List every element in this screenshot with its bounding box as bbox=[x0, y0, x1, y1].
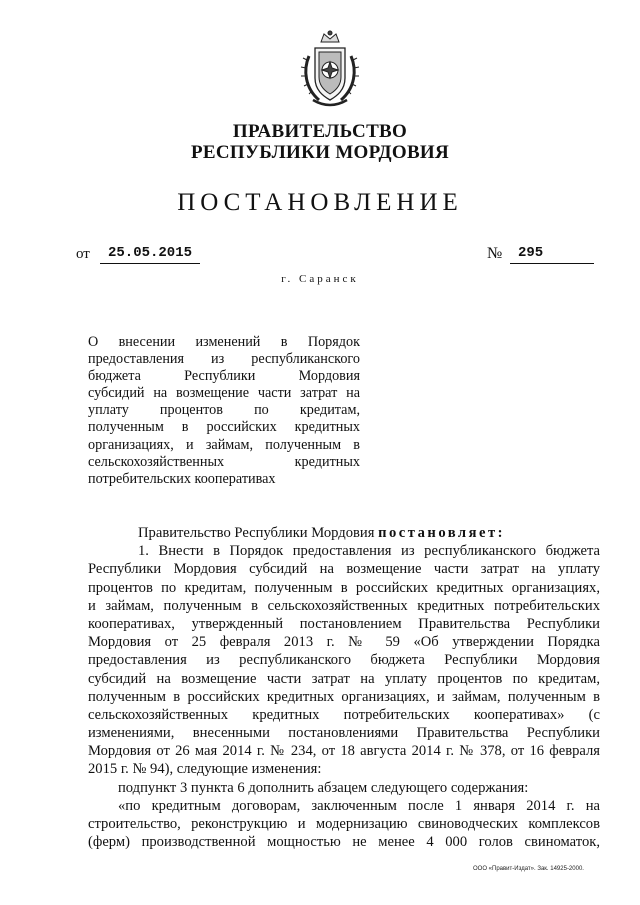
body-line: 2015 г. № 94), следующие изменения: bbox=[88, 761, 322, 778]
decree-subject bbox=[88, 334, 360, 488]
body-line: процентов по кредитам, полученным в российских кредитных организациях, bbox=[88, 579, 600, 596]
government-title-line2: РЕСПУБЛИКИ МОРДОВИЯ bbox=[190, 142, 450, 163]
printer-footer: ООО «Правит-Издат». Зак. 14925-2000. bbox=[473, 866, 584, 872]
number-prefix: № bbox=[487, 245, 503, 262]
subject-line: предоставления из республиканского bbox=[88, 351, 360, 368]
body-line: строительство, реконструкцию и модернизацию свиноводческих комплексов bbox=[88, 816, 600, 832]
body-line: предоставления из республиканского бюджета Республики Мордовия bbox=[88, 652, 600, 669]
body-line: 1. Внести в Порядок предоставления из республиканского бюджета bbox=[138, 543, 600, 560]
body-line: сельскохозяйственных кредитных потребительских кооперативах» (с bbox=[88, 706, 600, 723]
preamble-text: Правительство Республики Мордовия bbox=[138, 525, 375, 541]
preamble-verb: постановляет: bbox=[378, 525, 506, 541]
body-line: Мордовия от 26 мая 2014 г. № 234, от 18 августа 2014 г. № 378, от 16 февраля bbox=[88, 743, 600, 760]
subject-line: потребительских кооперативах bbox=[88, 470, 276, 487]
body-line: кооперативах, утвержденный постановлением Правительства Республики bbox=[88, 615, 600, 632]
body-line: субсидий на возмещение части затрат на уплату процентов по кредитам, bbox=[88, 670, 600, 687]
subject-line: бюджета Республики Мордовия bbox=[88, 368, 360, 385]
coat-of-arms-emblem bbox=[299, 30, 361, 112]
body-line: Республики Мордовия субсидий на возмещение части затрат на уплату bbox=[88, 561, 600, 578]
body-line: полученным в российских кредитных организациях, и займам, полученным в bbox=[88, 688, 600, 705]
decree-number: 295 bbox=[510, 243, 594, 264]
subject-line: уплату процентов по кредитам, bbox=[88, 402, 360, 419]
body-line: (ферм) производственной мощностью не менее 4 000 голов свиноматок, bbox=[88, 834, 600, 851]
decree-body bbox=[88, 524, 600, 851]
decree-date: 25.05.2015 bbox=[100, 243, 200, 264]
decree-type-title: ПОСТАНОВЛЕНИЕ bbox=[177, 189, 463, 216]
subject-line: сельскохозяйственных кредитных bbox=[88, 453, 360, 470]
body-line: подпункт 3 пункта 6 дополнить абзацем следующего содержания: bbox=[118, 779, 529, 796]
subject-line: организациях, и займам, полученным в bbox=[88, 436, 360, 453]
body-line: «по кредитным договорам, заключенным после 1 января 2014 г. на bbox=[118, 797, 600, 814]
government-title-line1: ПРАВИТЕЛЬСТВО bbox=[232, 121, 408, 142]
date-prefix: от bbox=[76, 246, 90, 262]
subject-line: О внесении изменений в Порядок bbox=[88, 334, 360, 350]
body-line: и займам, полученным в сельскохозяйственных кредитных потребительских bbox=[88, 597, 600, 614]
body-line: изменениями, внесенными постановлениями Правительства Республики bbox=[88, 725, 600, 742]
subject-line: субсидий на возмещение части затрат на bbox=[88, 385, 360, 402]
city-label: г. Саранск bbox=[281, 273, 359, 285]
body-line: Мордовия от 25 февраля 2013 г. № 59 «Об утверждении Порядка bbox=[88, 634, 600, 651]
subject-line: полученным в российских кредитных bbox=[88, 419, 360, 436]
preamble-line bbox=[88, 524, 600, 542]
